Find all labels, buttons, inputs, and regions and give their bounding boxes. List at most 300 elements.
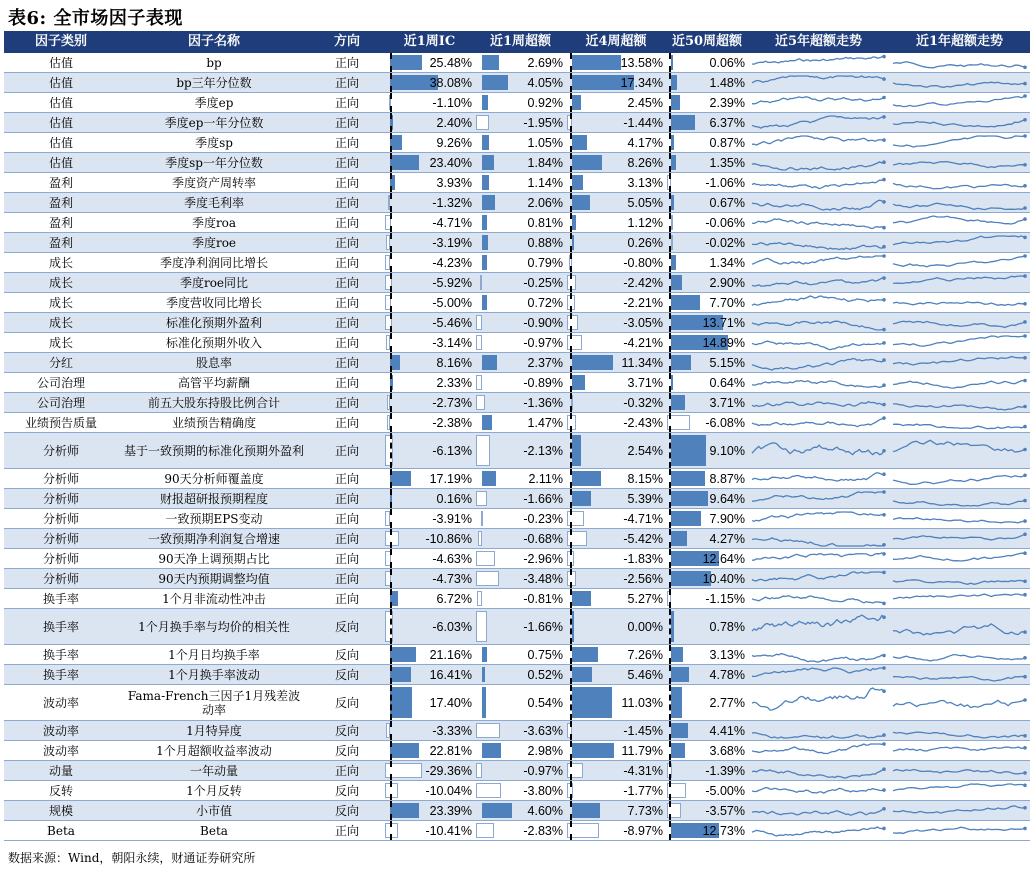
sparkline-1y [891, 313, 1027, 333]
excess-50w-value: 2.39% [709, 95, 745, 110]
sparkline-1y [891, 781, 1027, 801]
excess-4w-value: 5.39% [627, 491, 663, 506]
zero-axis-line [390, 193, 392, 212]
sparkline-1y [891, 393, 1027, 413]
ic-1w-value: -3.91% [432, 511, 472, 526]
factor-category: 公司治理 [36, 375, 85, 390]
ic-1w-cell [384, 173, 475, 192]
excess-1w-cell [475, 589, 566, 608]
excess-4w-cell [566, 393, 666, 412]
factor-category: 分红 [48, 355, 73, 370]
table-row [4, 821, 1030, 841]
ic-1w-value: -4.63% [432, 551, 472, 566]
excess-50w-value: 1.34% [709, 255, 745, 270]
zero-axis-line [570, 645, 572, 664]
factor-category: 公司治理 [36, 395, 85, 410]
factor-direction: 反向 [334, 783, 359, 798]
table-body [4, 53, 1030, 841]
sparkline-5y [750, 93, 886, 113]
excess-4w-cell [566, 293, 666, 312]
excess-50w-value: 9.10% [709, 443, 745, 458]
excess-4w-cell [566, 801, 666, 820]
ic-1w-cell [384, 665, 475, 684]
table-row [4, 433, 1030, 469]
zero-axis-line [570, 509, 572, 528]
sparkline-5y [750, 721, 886, 741]
header-category: 因子类别 [34, 33, 87, 49]
factor-direction: 正向 [334, 275, 359, 290]
factor-direction: 正向 [334, 551, 359, 566]
excess-1w-cell [475, 393, 566, 412]
excess-50w-cell [666, 153, 748, 172]
factor-name: 小市值 [195, 803, 232, 818]
excess-4w-cell [566, 685, 666, 720]
zero-axis-line [570, 393, 572, 412]
ic-1w-cell [384, 353, 475, 372]
zero-axis-line [570, 153, 572, 172]
excess-1w-cell [475, 721, 566, 740]
excess-4w-value: 11.34% [621, 355, 663, 370]
excess-1w-value: 2.69% [527, 55, 563, 70]
table-row [4, 741, 1030, 761]
table-row [4, 173, 1030, 193]
excess-1w-cell [475, 93, 566, 112]
zero-axis-line [570, 665, 572, 684]
zero-axis-line [570, 93, 572, 112]
zero-axis-line [570, 741, 572, 760]
excess-50w-cell [666, 433, 748, 468]
zero-axis-line [669, 193, 671, 212]
zero-axis-line [570, 489, 572, 508]
excess-4w-value: 2.45% [627, 95, 663, 110]
header-trend-1y: 近1年超额走势 [915, 33, 1004, 49]
ic-1w-value: 16.41% [429, 667, 472, 682]
factor-name: 1个月超额收益率波动 [156, 743, 272, 758]
table-row [4, 529, 1030, 549]
excess-4w-value: -0.32% [623, 395, 663, 410]
sparkline-1y [891, 153, 1027, 173]
excess-1w-value: 2.37% [527, 355, 563, 370]
sparkline-5y [750, 821, 886, 841]
zero-axis-line [669, 741, 671, 760]
sparkline-5y [750, 233, 886, 253]
excess-50w-value: 2.90% [709, 275, 745, 290]
excess-1w-value: -1.66% [523, 619, 563, 634]
factor-direction: 正向 [334, 195, 359, 210]
excess-4w-value: -3.05% [623, 315, 663, 330]
excess-50w-value: 3.68% [709, 743, 745, 758]
ic-1w-value: -6.13% [432, 443, 472, 458]
zero-axis-line [570, 273, 572, 292]
sparkline-1y [891, 333, 1027, 353]
factor-category: 成长 [48, 315, 73, 330]
ic-1w-cell [384, 821, 475, 840]
zero-axis-line [570, 173, 572, 192]
sparkline-1y [891, 433, 1027, 469]
excess-50w-value: 0.06% [709, 55, 745, 70]
excess-50w-value: 0.67% [709, 195, 745, 210]
sparkline-1y [891, 489, 1027, 509]
table-row [4, 469, 1030, 489]
ic-1w-cell [384, 333, 475, 352]
excess-50w-cell [666, 413, 748, 432]
excess-50w-value: -1.15% [705, 591, 745, 606]
zero-axis-line [390, 313, 392, 332]
excess-4w-cell [566, 213, 666, 232]
zero-axis-line [390, 153, 392, 172]
header-name: 因子名称 [187, 33, 240, 49]
ic-1w-cell [384, 781, 475, 800]
zero-axis-line [669, 801, 671, 820]
factor-name: 前五大股东持股比例合计 [147, 395, 280, 410]
excess-4w-value: -4.31% [623, 763, 663, 778]
ic-1w-cell [384, 489, 475, 508]
factor-name: 一年动量 [189, 763, 238, 778]
excess-4w-value: 4.17% [627, 135, 663, 150]
sparkline-5y [750, 665, 886, 685]
sparkline-1y [891, 509, 1027, 529]
factor-category: 波动率 [42, 695, 79, 710]
sparkline-5y [750, 741, 886, 761]
excess-50w-cell [666, 213, 748, 232]
zero-axis-line [390, 665, 392, 684]
excess-4w-cell [566, 721, 666, 740]
table-row [4, 609, 1030, 645]
factor-category: 反转 [48, 783, 73, 798]
factor-category: 分析师 [42, 531, 79, 546]
excess-50w-cell [666, 333, 748, 352]
excess-50w-cell [666, 393, 748, 412]
ic-1w-cell [384, 153, 475, 172]
factor-direction: 正向 [334, 443, 359, 458]
excess-1w-cell [475, 761, 566, 780]
factor-category: 估值 [48, 155, 73, 170]
sparkline-5y [750, 645, 886, 665]
factor-category: 业绩预告质量 [24, 415, 97, 430]
factor-name: Fama-French三因子1月残差波动率 [127, 688, 301, 717]
factor-direction: 正向 [334, 823, 359, 838]
factor-name: bp [206, 55, 222, 70]
sparkline-1y [891, 589, 1027, 609]
table-row [4, 293, 1030, 313]
excess-50w-cell [666, 353, 748, 372]
ic-1w-value: -3.19% [432, 235, 472, 250]
zero-axis-line [390, 433, 392, 468]
zero-axis-line [570, 313, 572, 332]
factor-name: 季度ep [194, 95, 234, 110]
sparkline-1y [891, 569, 1027, 589]
factor-direction: 反向 [334, 743, 359, 758]
sparkline-5y [750, 373, 886, 393]
table-header [4, 31, 1030, 53]
excess-1w-value: -1.36% [523, 395, 563, 410]
sparkline-5y [750, 761, 886, 781]
sparkline-5y [750, 293, 886, 313]
table-row [4, 213, 1030, 233]
factor-category: 规模 [48, 803, 73, 818]
factor-category: 估值 [48, 55, 73, 70]
zero-axis-line [390, 73, 392, 92]
sparkline-5y [750, 213, 886, 233]
ic-1w-cell [384, 373, 475, 392]
zero-axis-line [390, 393, 392, 412]
factor-name: 一致预期EPS变动 [165, 511, 263, 526]
factor-name: 1个月非流动性冲击 [162, 591, 266, 606]
ic-1w-cell [384, 113, 475, 132]
excess-50w-value: 0.78% [709, 619, 745, 634]
factor-name: 90天净上调预期占比 [158, 551, 270, 566]
excess-4w-cell [566, 821, 666, 840]
excess-4w-value: -2.21% [623, 295, 663, 310]
excess-4w-cell [566, 353, 666, 372]
ic-1w-cell [384, 509, 475, 528]
zero-axis-line [669, 509, 671, 528]
excess-50w-cell [666, 313, 748, 332]
sparkline-1y [891, 133, 1027, 153]
excess-1w-cell [475, 609, 566, 644]
excess-1w-cell [475, 73, 566, 92]
factor-direction: 反向 [334, 803, 359, 818]
ic-1w-value: 0.16% [436, 491, 472, 506]
excess-4w-value: -5.42% [623, 531, 663, 546]
ic-1w-cell [384, 293, 475, 312]
zero-axis-line [669, 761, 671, 780]
factor-direction: 正向 [334, 511, 359, 526]
sparkline-1y [891, 469, 1027, 489]
excess-50w-value: 1.48% [709, 75, 745, 90]
excess-50w-cell [666, 801, 748, 820]
excess-4w-cell [566, 589, 666, 608]
zero-axis-line [390, 609, 392, 644]
sparkline-5y [750, 193, 886, 213]
ic-1w-value: -3.33% [432, 723, 472, 738]
excess-50w-cell [666, 273, 748, 292]
excess-4w-value: -0.80% [623, 255, 663, 270]
factor-name: 季度roa [191, 215, 237, 230]
sparkline-5y [750, 173, 886, 193]
excess-1w-cell [475, 801, 566, 820]
ic-1w-value: -4.23% [432, 255, 472, 270]
excess-50w-value: -1.06% [705, 175, 745, 190]
excess-4w-value: -2.56% [623, 571, 663, 586]
excess-50w-value: -0.06% [705, 215, 745, 230]
excess-50w-value: 7.90% [709, 511, 745, 526]
factor-name: 标准化预期外盈利 [165, 315, 262, 330]
excess-50w-value: 12.64% [702, 551, 745, 566]
excess-1w-value: -3.80% [523, 783, 563, 798]
sparkline-1y [891, 233, 1027, 253]
excess-4w-cell [566, 53, 666, 72]
ic-1w-cell [384, 213, 475, 232]
ic-1w-cell [384, 569, 475, 588]
factor-category: 估值 [48, 95, 73, 110]
zero-axis-line [390, 741, 392, 760]
excess-4w-cell [566, 333, 666, 352]
sparkline-1y [891, 373, 1027, 393]
excess-1w-cell [475, 133, 566, 152]
zero-axis-line [570, 133, 572, 152]
table-row [4, 333, 1030, 353]
factor-direction: 正向 [334, 215, 359, 230]
excess-4w-value: -4.21% [623, 335, 663, 350]
table-row [4, 53, 1030, 73]
ic-1w-cell [384, 253, 475, 272]
zero-axis-line [669, 569, 671, 588]
excess-4w-value: 17.34% [620, 75, 663, 90]
sparkline-1y [891, 113, 1027, 133]
excess-1w-cell [475, 685, 566, 720]
excess-1w-cell [475, 253, 566, 272]
excess-1w-value: -0.68% [523, 531, 563, 546]
factor-direction: 正向 [334, 491, 359, 506]
excess-4w-cell [566, 645, 666, 664]
excess-4w-value: 3.71% [627, 375, 663, 390]
ic-1w-value: -5.46% [432, 315, 472, 330]
sparkline-5y [750, 153, 886, 173]
excess-1w-value: -3.63% [523, 723, 563, 738]
excess-4w-value: 11.03% [621, 695, 663, 710]
table-row [4, 113, 1030, 133]
excess-50w-value: 3.13% [709, 647, 745, 662]
factor-category: 成长 [48, 335, 73, 350]
excess-1w-value: -3.48% [523, 571, 563, 586]
excess-4w-cell [566, 153, 666, 172]
header-excess-4w: 近4周超额 [585, 33, 647, 49]
excess-4w-cell [566, 761, 666, 780]
excess-50w-value: -6.08% [705, 415, 745, 430]
factor-category: 波动率 [42, 723, 79, 738]
header-excess-1w: 近1周超额 [489, 33, 552, 49]
zero-axis-line [669, 333, 671, 352]
zero-axis-line [570, 333, 572, 352]
zero-axis-line [390, 53, 392, 72]
header-trend-5y: 近5年超额走势 [774, 33, 863, 49]
excess-4w-cell [566, 73, 666, 92]
excess-4w-cell [566, 173, 666, 192]
excess-1w-cell [475, 213, 566, 232]
excess-50w-value: -3.57% [705, 803, 745, 818]
excess-1w-value: 1.47% [527, 415, 563, 430]
excess-1w-value: -2.96% [523, 551, 563, 566]
excess-4w-cell [566, 489, 666, 508]
zero-axis-line [669, 589, 671, 608]
table-row [4, 549, 1030, 569]
excess-50w-value: -1.39% [705, 763, 745, 778]
zero-axis-line [570, 193, 572, 212]
zero-axis-line [390, 589, 392, 608]
factor-name: 季度资产周转率 [171, 175, 256, 190]
zero-axis-line [669, 529, 671, 548]
excess-4w-cell [566, 133, 666, 152]
excess-4w-cell [566, 373, 666, 392]
excess-4w-cell [566, 253, 666, 272]
excess-50w-cell [666, 133, 748, 152]
excess-1w-cell [475, 273, 566, 292]
factor-name: 基于一致预期的标准化预期外盈利 [124, 443, 305, 458]
factor-direction: 正向 [334, 135, 359, 150]
zero-axis-line [669, 213, 671, 232]
zero-axis-line [669, 781, 671, 800]
factor-direction: 正向 [334, 531, 359, 546]
zero-axis-line [570, 293, 572, 312]
ic-1w-value: 2.40% [436, 115, 472, 130]
excess-50w-cell [666, 113, 748, 132]
zero-axis-line [669, 173, 671, 192]
excess-4w-cell [566, 665, 666, 684]
zero-axis-line [669, 433, 671, 468]
zero-axis-line [390, 253, 392, 272]
ic-1w-value: 6.72% [436, 591, 472, 606]
excess-50w-value: 3.71% [709, 395, 745, 410]
factor-category: 动量 [48, 763, 73, 778]
excess-50w-cell [666, 821, 748, 840]
excess-50w-cell [666, 665, 748, 684]
excess-1w-value: 2.98% [527, 743, 563, 758]
zero-axis-line [669, 685, 671, 720]
zero-axis-line [390, 529, 392, 548]
sparkline-1y [891, 761, 1027, 781]
factor-name: 季度ep一年分位数 [164, 115, 264, 130]
zero-axis-line [390, 489, 392, 508]
excess-50w-value: 2.77% [709, 695, 745, 710]
sparkline-5y [750, 609, 886, 645]
excess-50w-cell [666, 509, 748, 528]
zero-axis-line [570, 213, 572, 232]
excess-1w-cell [475, 193, 566, 212]
excess-4w-cell [566, 469, 666, 488]
sparkline-1y [891, 353, 1027, 373]
excess-1w-value: 2.06% [527, 195, 563, 210]
excess-1w-cell [475, 293, 566, 312]
factor-direction: 正向 [334, 95, 359, 110]
excess-4w-value: 0.26% [627, 235, 663, 250]
excess-1w-cell [475, 233, 566, 252]
sparkline-1y [891, 801, 1027, 821]
zero-axis-line [570, 821, 572, 840]
ic-1w-value: -4.71% [432, 215, 472, 230]
excess-1w-cell [475, 469, 566, 488]
factor-category: 估值 [48, 115, 73, 130]
ic-1w-cell [384, 53, 475, 72]
ic-1w-cell [384, 645, 475, 664]
excess-50w-cell [666, 173, 748, 192]
sparkline-1y [891, 685, 1027, 721]
excess-1w-cell [475, 53, 566, 72]
ic-1w-value: -2.38% [432, 415, 472, 430]
factor-name: Beta [200, 823, 228, 838]
excess-50w-value: 5.15% [709, 355, 745, 370]
ic-1w-cell [384, 469, 475, 488]
factor-direction: 正向 [334, 175, 359, 190]
excess-50w-cell [666, 53, 748, 72]
sparkline-5y [750, 313, 886, 333]
excess-4w-value: 0.00% [627, 619, 663, 634]
zero-axis-line [570, 609, 572, 644]
excess-50w-cell [666, 93, 748, 112]
excess-1w-cell [475, 569, 566, 588]
excess-4w-value: -8.97% [623, 823, 663, 838]
excess-50w-cell [666, 761, 748, 780]
excess-1w-value: 1.05% [527, 135, 563, 150]
table-row [4, 685, 1030, 721]
ic-1w-value: 9.26% [436, 135, 472, 150]
excess-4w-cell [566, 549, 666, 568]
excess-4w-cell [566, 509, 666, 528]
zero-axis-line [570, 113, 572, 132]
ic-1w-value: -3.14% [432, 335, 472, 350]
ic-1w-value: -5.92% [432, 275, 472, 290]
factor-name: 1个月日均换手率 [168, 647, 260, 662]
